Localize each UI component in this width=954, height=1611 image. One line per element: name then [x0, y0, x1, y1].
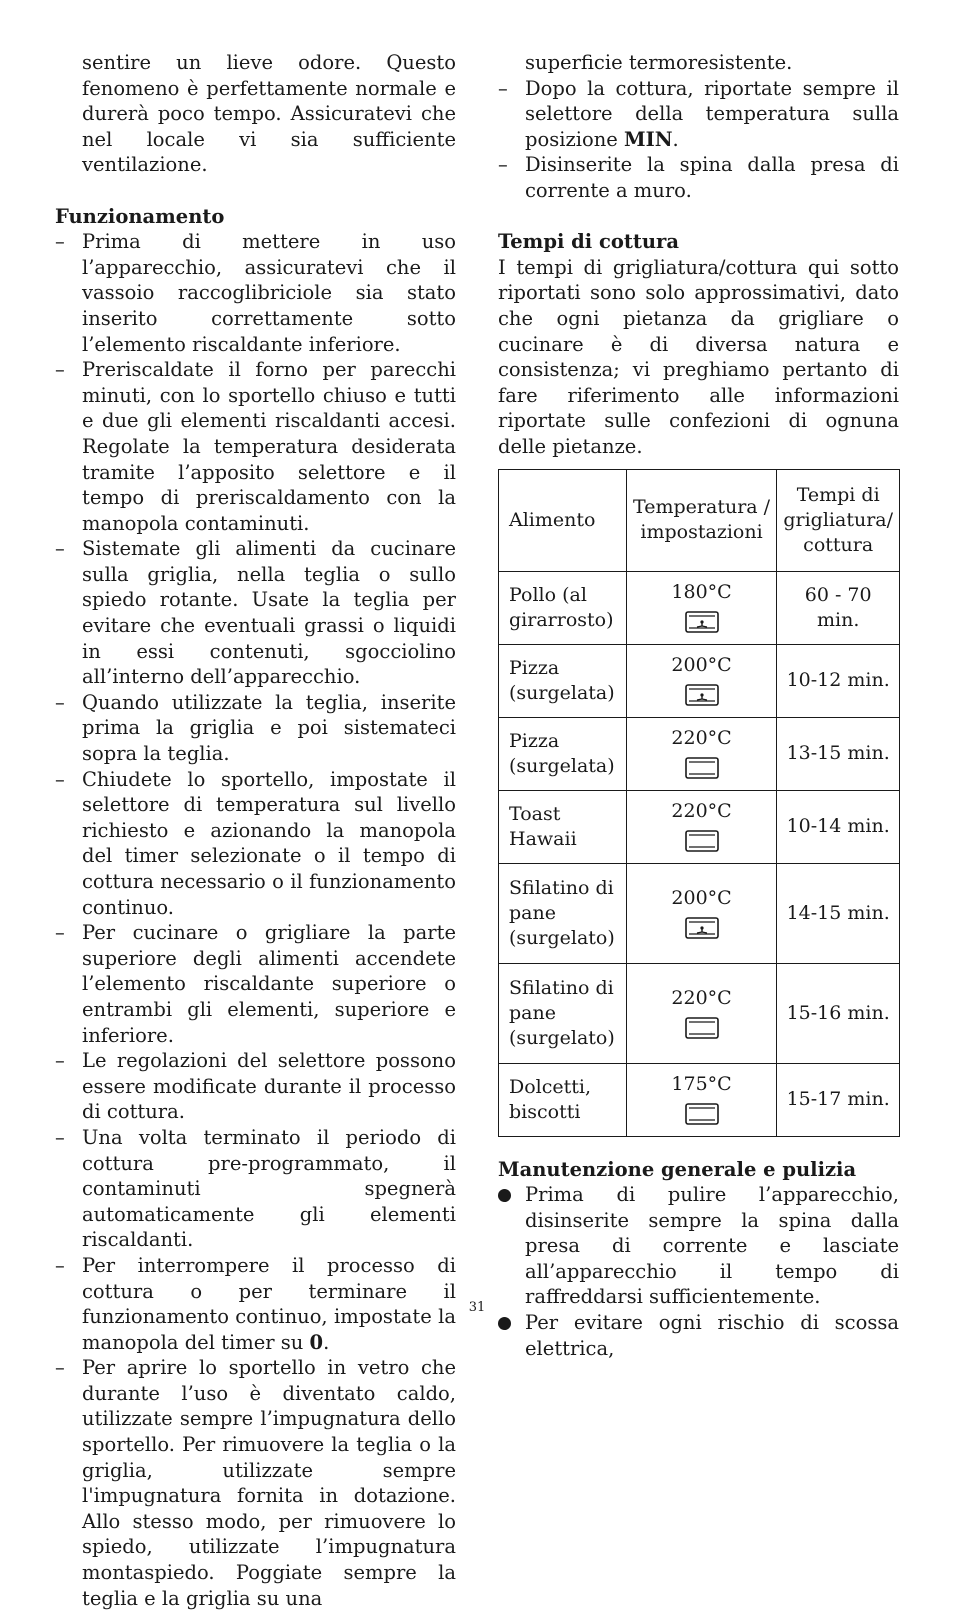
temperature-value: 200°C — [671, 653, 732, 676]
section-heading-manutenzione: Manutenzione generale e pulizia — [498, 1157, 857, 1181]
list-item — [498, 76, 899, 153]
bullet-icon — [498, 1317, 511, 1330]
top-bottom-heat-icon — [685, 1103, 719, 1125]
cell-food: Sfilatino di pane (surgelato) — [499, 963, 627, 1063]
list-item: – Disinserite la spina dalla presa di corrente a muro. — [498, 152, 899, 203]
cell-time: 14-15 min. — [777, 863, 900, 963]
table-row — [499, 1063, 900, 1136]
cell-food: Pizza (surgelata) — [499, 717, 627, 790]
list-item-end: . — [672, 127, 679, 151]
cell-food: Dolcetti, biscotti — [499, 1063, 627, 1136]
list-item: – Quando utilizzate la teglia, inserite prima la griglia e poi sistemateci sopra la teglia. — [55, 690, 456, 767]
cooking-times-table — [498, 469, 900, 1137]
after-cooking-list — [498, 76, 899, 204]
temperature-value: 220°C — [671, 799, 732, 822]
table-row — [499, 963, 900, 1063]
cell-temperature — [626, 644, 777, 717]
table-row — [499, 644, 900, 717]
table-row — [499, 790, 900, 863]
table-row — [499, 717, 900, 790]
rotisserie-oven-icon — [685, 917, 719, 939]
header-temperature: Temperatura / impostazioni — [626, 469, 777, 571]
list-item: – Preriscaldate il forno per parecchi minuti, con lo sportello chiuso e tutti e due gli elementi riscaldanti accesi. Regolate la temperatura desiderata tramite l’apposito selettore e il tempo di preriscaldamento con la manopola contaminuti. — [55, 357, 456, 536]
rotisserie-oven-icon — [685, 684, 719, 706]
table-row — [499, 571, 900, 644]
left-column — [55, 50, 456, 1611]
top-bottom-heat-icon — [685, 1017, 719, 1039]
list-item: – Per cucinare o grigliare la parte superiore degli alimenti accendete l’elemento riscaldante superiore o entrambi gli elementi, superiore e inferiore. — [55, 920, 456, 1048]
top-bottom-heat-icon — [685, 757, 719, 779]
temperature-value: 220°C — [671, 986, 732, 1009]
list-item: – Sistemate gli alimenti da cucinare sulla griglia, nella teglia o sullo spiedo rotante. Usate la teglia per evitare che eventuali grassi o liquidi in essi contenuti, sgocciolino all’interno dell’apparecchio. — [55, 536, 456, 690]
cell-time: 10-14 min. — [777, 790, 900, 863]
cell-temperature — [626, 963, 777, 1063]
cooking-times-paragraph: I tempi di grigliatura/cottura qui sotto riportati sono solo approssimativi, dato che ogni pietanza da grigliare o cucinare è di diversa natura e consistenza; vi preghiamo pertanto di fare riferimento alle informazioni riportate sulle confezioni di ognuna delle pietanze. — [498, 255, 899, 458]
header-food: Alimento — [499, 469, 627, 571]
section-heading-funzionamento: Funzionamento — [55, 204, 225, 228]
cell-food: Pizza (surgelata) — [499, 644, 627, 717]
temperature-value: 175°C — [671, 1072, 732, 1095]
list-item: – Per aprire lo sportello in vetro che durante l’uso è diventato caldo, utilizzate sempre l’impugnatura dello sportello. Per rimuovere la teglia o la griglia, utilizzate sempre l'impugnatura fornita in dotazione. Allo stesso modo, per rimuovere lo spiedo, utilizzate l’impugnatura montaspiedo. Poggiate sempre la teglia e la griglia su una — [55, 1355, 456, 1611]
cell-temperature — [626, 571, 777, 644]
min-position-value: MIN — [624, 127, 673, 151]
temperature-value: 200°C — [671, 886, 732, 909]
cell-temperature — [626, 717, 777, 790]
list-item-end: . — [323, 1330, 330, 1354]
rotisserie-oven-icon — [685, 611, 719, 633]
list-item: – Una volta terminato il periodo di cottura pre-programmato, il contaminuti spegnerà automaticamente gli elementi riscaldanti. — [55, 1125, 456, 1253]
cell-time: 13-15 min. — [777, 717, 900, 790]
cell-time: 15-17 min. — [777, 1063, 900, 1136]
cell-food: Sfilatino di pane (surgelato) — [499, 863, 627, 963]
cell-food: Toast Hawaii — [499, 790, 627, 863]
list-item-text: Dopo la cottura, riportate sempre il selettore della temperatura sulla posizione — [525, 76, 899, 151]
cell-temperature — [626, 1063, 777, 1136]
list-item: – Chiudete lo sportello, impostate il selettore di temperatura sul livello richiesto e azionando la manopola del timer selezionate o il tempo di cottura necessario o il funzionamento continuo. — [55, 767, 456, 921]
timer-zero-value: 0 — [309, 1330, 324, 1354]
list-item: – Le regolazioni del selettore possono essere modificate durante il processo di cottura. — [55, 1048, 456, 1125]
header-time: Tempi di grigliatura/ cottura — [777, 469, 900, 571]
temperature-value: 220°C — [671, 726, 732, 749]
list-item — [498, 1310, 899, 1361]
table-header-row — [499, 469, 900, 571]
cell-temperature — [626, 790, 777, 863]
cell-food: Pollo (al girarrosto) — [499, 571, 627, 644]
page-number: 31 — [468, 1300, 486, 1315]
list-item-text: Prima di pulire l’apparecchio, disinserite sempre la spina dalla presa di corrente e lasciate all’apparecchio il tempo di raffreddarsi sufficientemente. — [525, 1183, 899, 1309]
section-heading-tempi: Tempi di cottura — [498, 230, 679, 254]
cell-time: 10-12 min. — [777, 644, 900, 717]
maintenance-list — [498, 1182, 899, 1361]
list-item-text: Per interrompere il processo di cottura o per terminare il funzionamento continuo, impostate la manopola del timer su — [82, 1253, 456, 1354]
top-bottom-heat-icon — [685, 830, 719, 852]
cell-time: 60 - 70 min. — [777, 571, 900, 644]
cell-time: 15-16 min. — [777, 963, 900, 1063]
list-item: – Prima di mettere in uso l’apparecchio, assicuratevi che il vassoio raccoglibriciole sia stato inserito correttamente sotto l’elemento riscaldante inferiore. — [55, 229, 456, 357]
bullet-icon — [498, 1189, 511, 1202]
continuation-text: superficie termoresistente. — [525, 51, 793, 74]
intro-paragraph: sentire un lieve odore. Questo fenomeno è perfettamente normale e durerà poco tempo. Assicuratevi che nel locale vi sia sufficiente ventilazione. — [82, 51, 456, 177]
operation-list — [55, 229, 456, 1611]
list-item-text: Per evitare ogni rischio di scossa elettrica, — [525, 1311, 899, 1360]
list-item — [498, 1182, 899, 1310]
table-row — [499, 863, 900, 963]
temperature-value: 180°C — [671, 580, 732, 603]
right-column — [498, 50, 899, 1361]
cell-temperature — [626, 863, 777, 963]
